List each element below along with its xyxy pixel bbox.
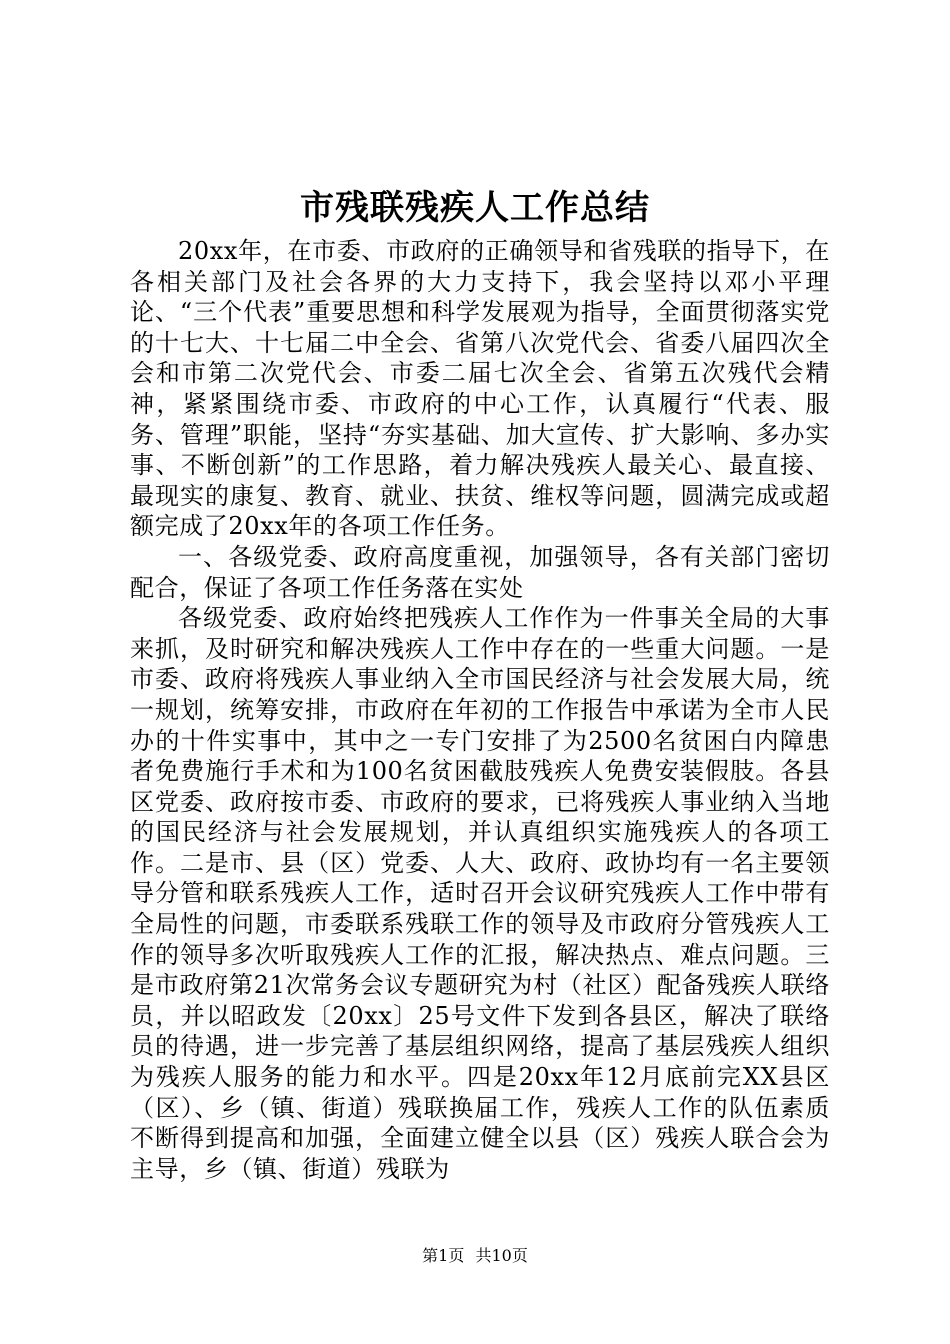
- page-footer: [0, 1245, 950, 1267]
- page-total: 共10页: [475, 1246, 528, 1265]
- paragraph-intro: 20xx年，在市委、市政府的正确领导和省残联的指导下，在各相关部门及社会各界的大力支持下，我会坚持以邓小平理论、“三个代表”重要思想和科学发展观为指导，全面贯彻落实党的十七大、十七届二中全会、省第八次党代会、省委八届四次全会和市第二次党代会、市委二届七次全会、省第五次残代会精神，紧紧围绕市委、市政府的中心工作，认真履行“代表、服务、管理”职能，坚持“夯实基础、加大宣传、扩大影响、多办实事、不断创新”的工作思路，着力解决残疾人最关心、最直接、最现实的康复、教育、就业、扶贫、维权等问题，圆满完成或超额完成了20xx年的各项工作任务。: [130, 237, 830, 541]
- page-number: 第1页: [422, 1246, 465, 1265]
- document-body: [130, 236, 830, 1184]
- section-heading-1: 一、各级党委、政府高度重视，加强领导，各有关部门密切配合，保证了各项工作任务落在实处: [130, 542, 830, 602]
- paragraph-section-1: 各级党委、政府始终把残疾人工作作为一件事关全局的大事来抓，及时研究和解决残疾人工作中存在的一些重大问题。一是市委、政府将残疾人事业纳入全市国民经济与社会发展大局，统一规划，统筹安排，市政府在年初的工作报告中承诺为全市人民办的十件实事中，其中之一专门安排了为2500名贫困白内障患者免费施行手术和为100名贫困截肢残疾人免费安装假肢。各县区党委、政府按市委、市政府的要求，已将残疾人事业纳入当地的国民经济与社会发展规划，并认真组织实施残疾人的各项工作。二是市、县（区）党委、人大、政府、政协均有一名主要领导分管和联系残疾人工作，适时召开会议研究残疾人工作中带有全局性的问题，市委联系残联工作的领导及市政府分管残疾人工作的领导多次听取残疾人工作的汇报，解决热点、难点问题。三是市政府第21次常务会议专题研究为村（社区）配备残疾人联络员，并以昭政发〔20xx〕25号文件下发到各县区，解决了联络员的待遇，进一步完善了基层组织网络，提高了基层残疾人组织为残疾人服务的能力和水平。四是20xx年12月底前完XX县区（区）、乡（镇、街道）残联换届工作，残疾人工作的队伍素质不断得到提高和加强，全面建立健全以县（区）残疾人联合会为主导，乡（镇、街道）残联为: [130, 604, 830, 1183]
- page-title: 市残联残疾人工作总结: [300, 188, 650, 228]
